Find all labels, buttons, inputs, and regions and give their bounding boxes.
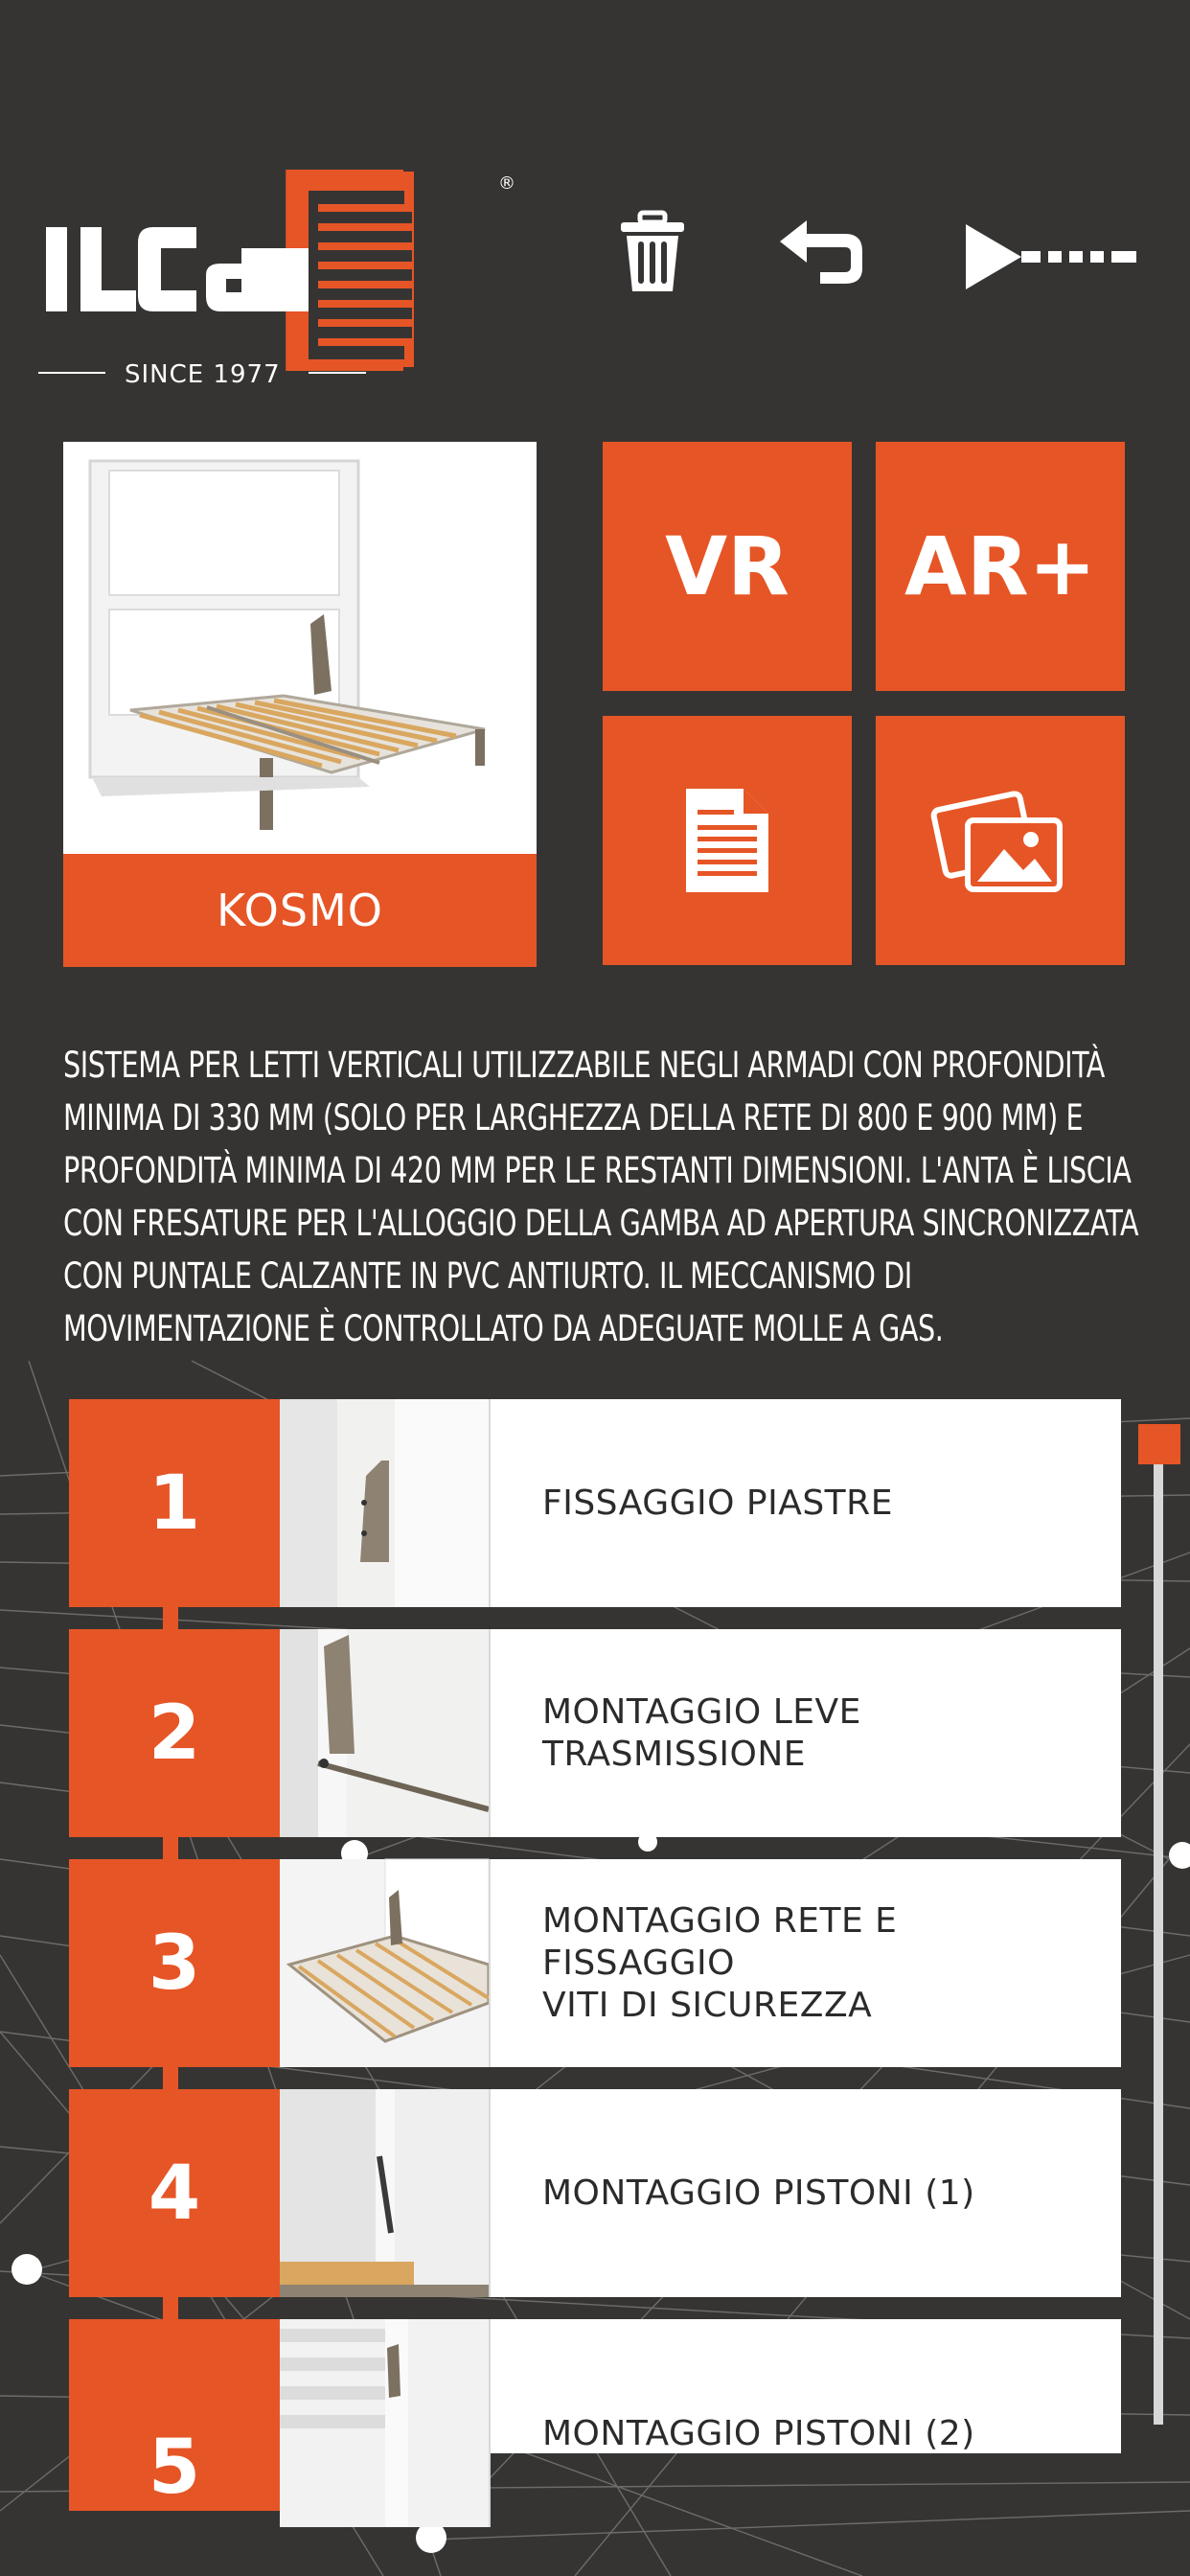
vr-label: VR (665, 519, 790, 613)
step-number: 4 (69, 2089, 280, 2297)
step-divider (489, 1629, 491, 1837)
step-divider (489, 1859, 491, 2067)
product-image (63, 442, 537, 854)
step-label: MONTAGGIO LEVE TRASMISSIONE (542, 1691, 861, 1774)
step-divider (489, 2319, 491, 2527)
gallery-button[interactable] (876, 716, 1125, 965)
registered-mark: ® (498, 173, 515, 194)
step-label: MONTAGGIO RETE E FISSAGGIO VITI DI SICUREZZA (542, 1900, 898, 2025)
step-number: 1 (69, 1399, 280, 1607)
step-thumbnail (280, 1399, 489, 1607)
step-item-4[interactable] (69, 2089, 1121, 2297)
step-item-5[interactable] (69, 2319, 1121, 2511)
step-divider (489, 1399, 491, 1607)
vr-button[interactable] (603, 442, 852, 691)
scrollbar-track[interactable] (1154, 1438, 1163, 2425)
play-forward-icon[interactable] (964, 222, 1136, 291)
ilca-logo (38, 168, 517, 398)
trash-icon[interactable] (619, 211, 686, 295)
step-number: 3 (69, 1859, 280, 2067)
step-label: MONTAGGIO PISTONI (1) (542, 2173, 975, 2213)
undo-icon[interactable] (778, 218, 866, 286)
step-number: 5 (69, 2319, 280, 2511)
step-thumbnail (280, 2089, 489, 2297)
step-item-2[interactable] (69, 1629, 1121, 1837)
product-name: KOSMO (63, 854, 537, 967)
step-item-3[interactable] (69, 1859, 1121, 2067)
step-thumbnail (280, 1859, 489, 2067)
product-description: SISTEMA PER LETTI VERTICALI UTILIZZABILE NEGLI ARMADI CON PROFONDITÀ MINIMA DI 330 MM (SOLO PER LARGHEZZA DELLA RETE DI 800 E 900 MM) E PROFONDITÀ MINIMA DI 420 MM PER LE RESTANTI DIMENSIONI. L'ANTA È LISCIA CON FRESATURE PER L'ALLOGGIO DELLA GAMBA AD APERTURA SINCRONIZZATA CON PUNTALE CALZANTE IN PVC ANTIURTO. IL MECCANISMO DI MOVIMENTAZIONE È CONTROLLATO DA ADEGUATE MOLLE A GAS. (63, 1045, 1139, 1349)
step-number: 2 (69, 1629, 280, 1837)
step-thumbnail (280, 2319, 489, 2527)
product-card[interactable] (63, 442, 537, 967)
step-label: MONTAGGIO PISTONI (2) (542, 2414, 975, 2453)
ar-button[interactable] (876, 442, 1125, 691)
scrollbar-thumb[interactable] (1138, 1424, 1180, 1464)
step-thumbnail (280, 1629, 489, 1837)
ar-label: AR+ (904, 519, 1097, 613)
logo-tagline: SINCE 1977 (125, 360, 281, 389)
document-icon (684, 787, 770, 894)
step-item-1[interactable] (69, 1399, 1121, 1607)
step-label: FISSAGGIO PIASTRE (542, 1483, 893, 1523)
step-divider (489, 2089, 491, 2297)
gallery-icon (935, 788, 1065, 893)
document-button[interactable] (603, 716, 852, 965)
